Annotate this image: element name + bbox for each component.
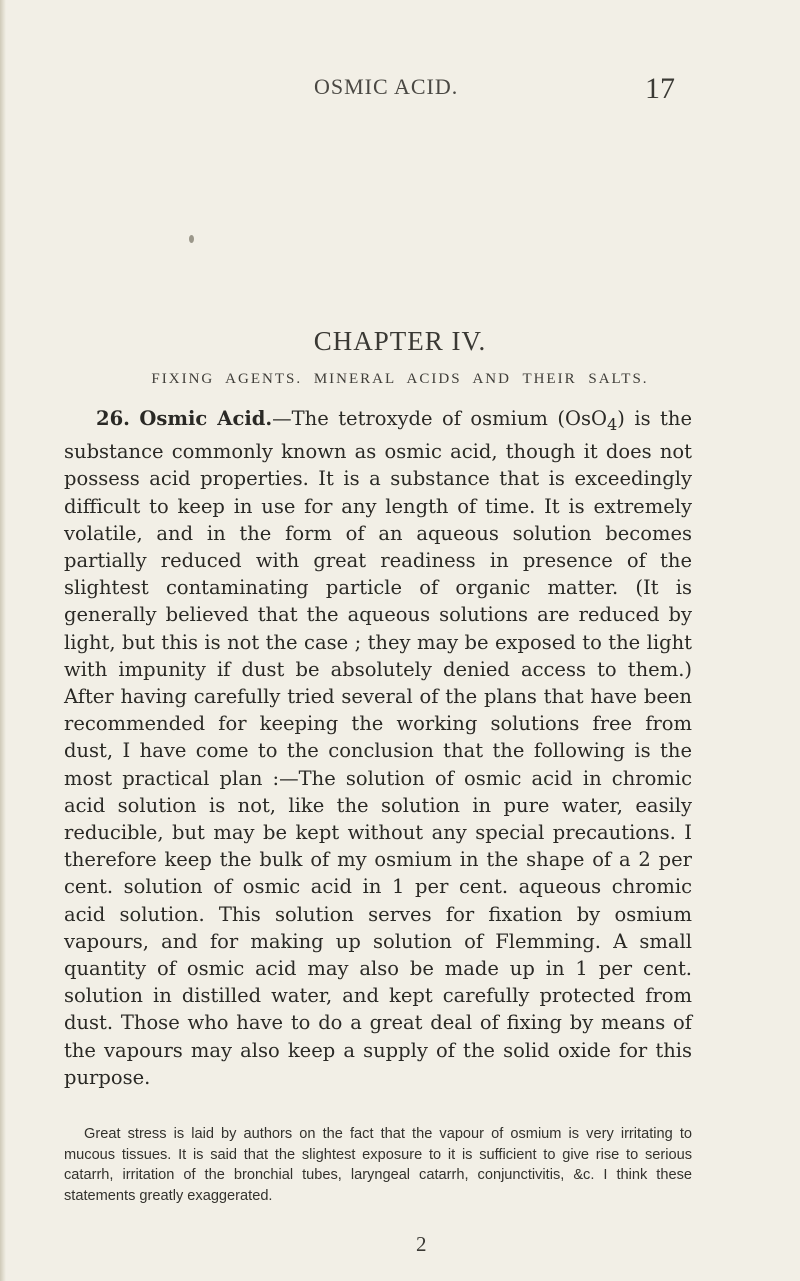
running-title: OSMIC ACID. <box>314 74 459 99</box>
ink-fleck <box>189 235 194 243</box>
formula-subscript: 4 <box>606 414 618 434</box>
paragraph-number: 26. <box>96 407 130 430</box>
section-title: FIXING AGENTS. MINERAL ACIDS AND THEIR SALTS. <box>151 371 649 387</box>
running-head <box>0 72 800 108</box>
chapter-title: CHAPTER IV. <box>313 326 487 356</box>
paragraph-text-lead: —The tetroxyde of osmium (OsO <box>272 407 607 430</box>
paragraph-heading: Osmic Acid. <box>139 407 273 430</box>
signature-mark: 2 <box>416 1232 427 1256</box>
paragraph-text: ) is the substance commonly known as osmic acid, though it does not possess acid properties. It is a substance that is exceedingly difficult to keep in use for any length of time. It is extremely volatile, and in the form of an aqueous solution becomes partially reduced with great readiness in presence of the slightest contaminating particle of organic matter. (It is generally believed that the aqueous solutions are reduced by light, but this is not the case ; they may be exposed to the light with impunity if dust be absolutely denied access to them.) After having carefully tried several of the plans that have been recommended for keeping the working solutions free from dust, I have come to the conclusion that the following is the most practical plan :—The solution of osmic acid in chromic acid solution is not, like the solution in pure water, easily reducible, but may be kept without any special precautions. I therefore keep the bulk of my osmium in the shape of a 2 per cent. solution of osmic acid in 1 per cent. aqueous chromic acid solution. This solution serves for fixation by osmium vapours, and for making up solution of Flemming. A small quantity of osmic acid may also be made up in 1 per cent. solution in distilled water, and kept carefully protected from dust. Those who have to do a great deal of fixing by means of the vapours may also keep a supply of the solid oxide for this purpose. <box>64 407 692 1089</box>
page-number: 17 <box>645 72 675 105</box>
footnote: Great stress is laid by authors on the fact that the vapour of osmium is very irritating to mucous tissues. It is said that the slightest exposure to it is sufficient to give rise to serious catarrh, irritation of the bronchial tubes, laryngeal catarrh, conjunctivitis, &c. I think these statements greatly exaggerated. <box>64 1126 692 1204</box>
paragraph-osmic-acid <box>64 405 692 1091</box>
page-edge <box>0 0 6 1281</box>
